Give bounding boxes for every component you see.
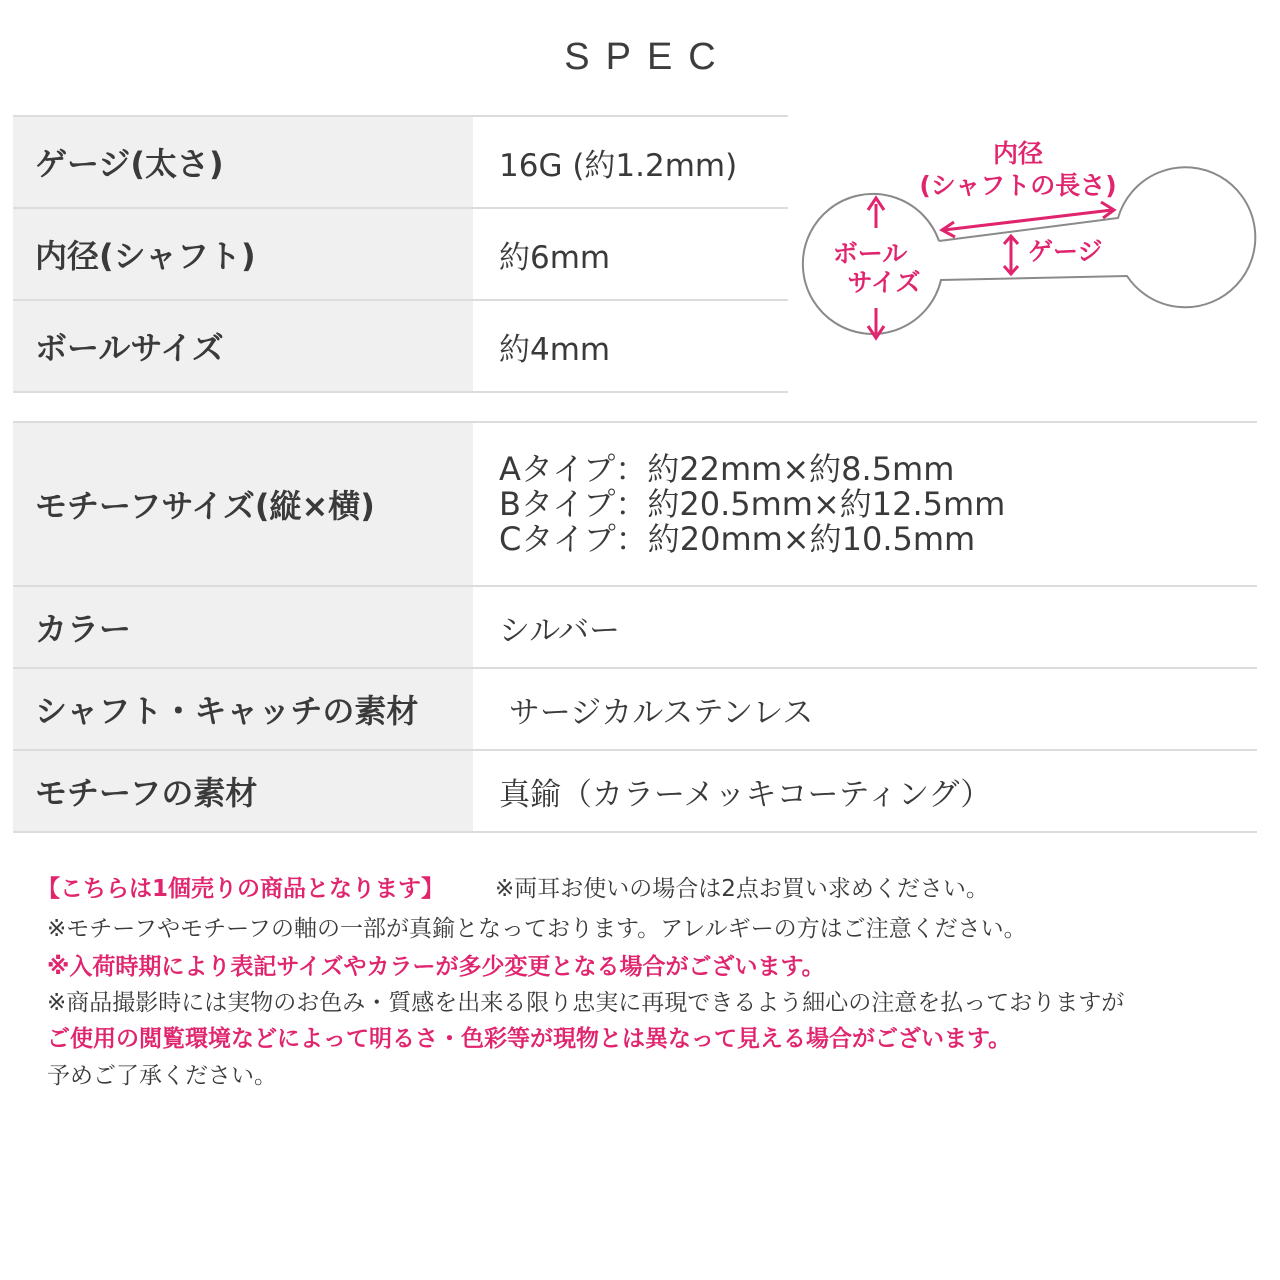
motif-size-a: Aタイプ：約22mm×約8.5mm xyxy=(499,449,955,488)
inner-diameter-label: 内径(シャフト) xyxy=(13,208,473,300)
gauge-label: ゲージ xyxy=(1028,237,1103,266)
ball-label-2: サイズ xyxy=(847,268,921,297)
motif-size-b: Bタイプ：約20.5mm×約12.5mm xyxy=(499,484,1006,523)
motif-size-c: Cタイプ：約20mm×約10.5mm xyxy=(499,519,976,558)
gauge-value: 16G (約1.2mm) xyxy=(473,116,788,208)
barbell-diagram xyxy=(800,130,1265,355)
inner-diameter-arrow xyxy=(944,210,1112,230)
shaft-material-label: シャフト・キャッチの素材 xyxy=(13,668,473,750)
allergy-note: ※モチーフやモチーフの軸の一部が真鍮となっております。アレルギーの方はご注意ください。 xyxy=(47,916,1027,942)
stock-change-note: ※入荷時期により表記サイズやカラーが多少変更となる場合がございます。 xyxy=(47,954,825,980)
ball-size-label: ボールサイズ xyxy=(13,300,473,392)
table-row xyxy=(13,422,1257,586)
single-sale-note: 【こちらは1個売りの商品となります】 xyxy=(37,876,445,902)
spec-table-detail xyxy=(13,421,1257,833)
shaft-material-value: サージカルステンレス xyxy=(473,668,1257,750)
color-value: シルバー xyxy=(473,586,1257,668)
table-row xyxy=(13,750,1257,832)
motif-material-label: モチーフの素材 xyxy=(13,750,473,832)
both-ears-note: ※両耳お使いの場合は2点お買い求めください。 xyxy=(495,876,989,902)
inner-diameter-sub-label: (シャフトの長さ) xyxy=(919,171,1117,200)
motif-size-value xyxy=(473,422,1257,586)
page-title: SPEC xyxy=(564,36,732,78)
motif-size-label: モチーフサイズ(縦×横) xyxy=(13,422,473,586)
table-row xyxy=(13,300,788,392)
motif-material-value: 真鍮（カラーメッキコーティング） xyxy=(473,750,1257,832)
inner-diameter-value: 約6mm xyxy=(473,208,788,300)
color-label: カラー xyxy=(13,586,473,668)
photo-note-2: ご使用の閲覧環境などによって明るさ・色彩等が現物とは異なって見える場合がございます。 xyxy=(47,1026,1012,1052)
photo-note-1: ※商品撮影時には実物のお色み・質感を出来る限り忠実に再現できるよう細心の注意を払っておりますが xyxy=(47,990,1125,1016)
gauge-label: ゲージ(太さ) xyxy=(13,116,473,208)
table-row xyxy=(13,116,788,208)
inner-diameter-label: 内径 xyxy=(992,139,1044,168)
table-row xyxy=(13,208,788,300)
ball-label-1: ボール xyxy=(832,239,908,268)
ball-size-value: 約4mm xyxy=(473,300,788,392)
photo-note-3: 予めご了承ください。 xyxy=(47,1063,277,1089)
table-row xyxy=(13,586,1257,668)
table-row xyxy=(13,668,1257,750)
spec-table-basic xyxy=(13,115,788,393)
